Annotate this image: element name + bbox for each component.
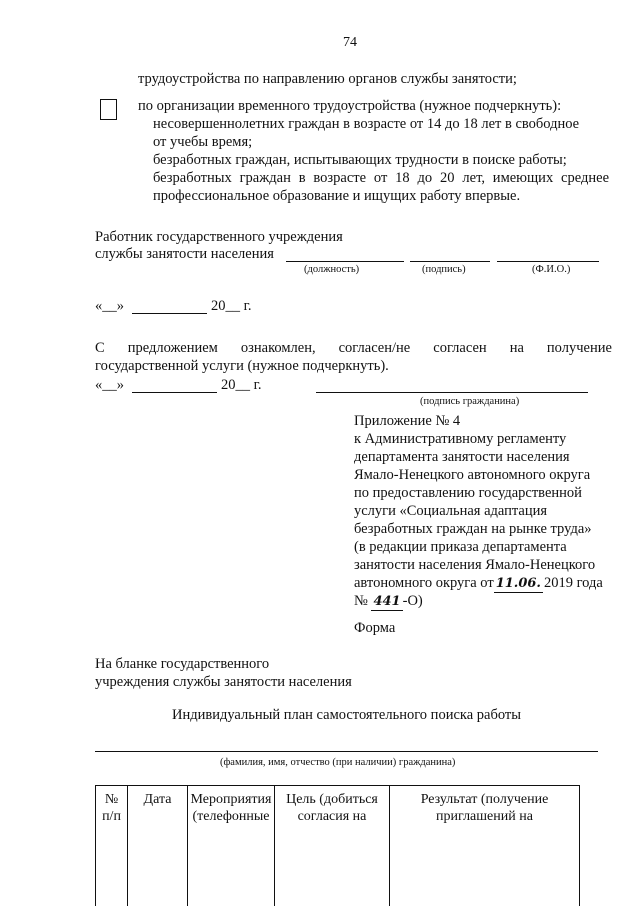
header-line: Мероприятия (190, 791, 272, 808)
signature-line[interactable] (410, 261, 490, 262)
name-line[interactable] (497, 261, 599, 262)
table-header-cell (96, 786, 128, 906)
position-line[interactable] (286, 261, 404, 262)
consent-word: предложением (128, 340, 218, 357)
citizen-signature-caption: (подпись гражданина) (420, 396, 519, 408)
worker-line-1: Работник государственного учреждения (95, 229, 343, 246)
consent-word: получение (547, 340, 612, 357)
worker-date-month-line[interactable] (132, 313, 207, 314)
page-number: 74 (0, 34, 640, 51)
consent-line-2: государственной услуги (нужное подчеркнуть). (95, 358, 389, 375)
letterhead-line-1: На бланке государственного (95, 656, 269, 673)
consent-word: согласен/не (339, 340, 411, 357)
position-caption: (должность) (304, 264, 359, 276)
consent-word: С (95, 340, 105, 357)
plan-title: Индивидуальный план самостоятельного поиска работы (172, 707, 521, 724)
header-line: согласия на (277, 808, 387, 825)
consent-word: на (510, 340, 524, 357)
appendix-number-prefix: № (354, 593, 368, 609)
table-header-row (96, 786, 580, 906)
appendix-line-2: к Административному регламенту (354, 431, 566, 448)
table-header-cell (275, 786, 390, 906)
header-line: приглашений на (392, 808, 577, 825)
fio-line[interactable] (95, 751, 598, 752)
option-line-6: безработных граждан в возрасте от 18 до 20 лет, имеющих среднее (153, 170, 609, 187)
citizen-signature-line[interactable] (316, 392, 588, 393)
appendix-date-suffix: 2019 года (544, 575, 603, 591)
consent-word: ознакомлен, (241, 340, 316, 357)
header-line: Дата (130, 791, 185, 808)
checkbox[interactable] (100, 99, 117, 120)
worker-date-year: 20__ г. (211, 298, 252, 315)
table-header-cell (390, 786, 580, 906)
worker-date-day: «__» (95, 298, 124, 315)
consent-date-year: 20__ г. (221, 377, 262, 394)
table-header-cell (128, 786, 188, 906)
appendix-line-5: по предоставлению государственной (354, 485, 582, 502)
appendix-line-8: (в редакции приказа департамента (354, 539, 567, 556)
appendix-line-4: Ямало-Ненецкого автономного округа (354, 467, 590, 484)
appendix-line-9: занятости населения Ямало-Ненецкого (354, 557, 595, 574)
letterhead-line-2: учреждения службы занятости населения (95, 674, 352, 691)
consent-date-day: «__» (95, 377, 124, 394)
appendix-line-11 (354, 593, 423, 611)
appendix-line-7: безработных граждан на рынке труда» (354, 521, 592, 538)
header-line: п/п (98, 808, 125, 825)
signature-caption: (подпись) (422, 264, 466, 276)
option-line-5: безработных граждан, испытывающих трудности в поиске работы; (153, 152, 567, 169)
appendix-date-prefix: автономного округа от (354, 575, 494, 591)
header-line: Цель (добиться (277, 791, 387, 808)
worker-line-2: службы занятости населения (95, 246, 274, 263)
appendix-line-10 (354, 575, 603, 593)
plan-table (95, 785, 580, 906)
consent-word: согласен (433, 340, 486, 357)
name-caption: (Ф.И.О.) (532, 264, 570, 276)
appendix-line-6: услуги «Социальная адаптация (354, 503, 547, 520)
option-line-2: по организации временного трудоустройства (нужное подчеркнуть): (138, 98, 561, 115)
appendix-line-3: департамента занятости населения (354, 449, 570, 466)
option-line-4: от учебы время; (153, 134, 252, 151)
header-line: (телефонные (190, 808, 272, 825)
header-line: Результат (получение (392, 791, 577, 808)
form-label: Форма (354, 620, 395, 637)
fio-caption: (фамилия, имя, отчество (при наличии) гражданина) (220, 757, 455, 769)
option-line-7: профессиональное образование и ищущих работу впервые. (153, 188, 520, 205)
option-line-1: трудоустройства по направлению органов службы занятости; (138, 71, 517, 88)
appendix-line-1: Приложение № 4 (354, 413, 460, 430)
handwritten-number: 441 (371, 593, 402, 611)
header-line: № (98, 791, 125, 808)
option-line-3: несовершеннолетних граждан в возрасте от 14 до 18 лет в свободное (153, 116, 579, 133)
consent-date-month-line[interactable] (132, 392, 217, 393)
appendix-number-suffix: -О) (403, 593, 423, 609)
handwritten-date: 11.06. (494, 575, 543, 593)
consent-line-1 (95, 340, 612, 357)
table-header-cell (188, 786, 275, 906)
